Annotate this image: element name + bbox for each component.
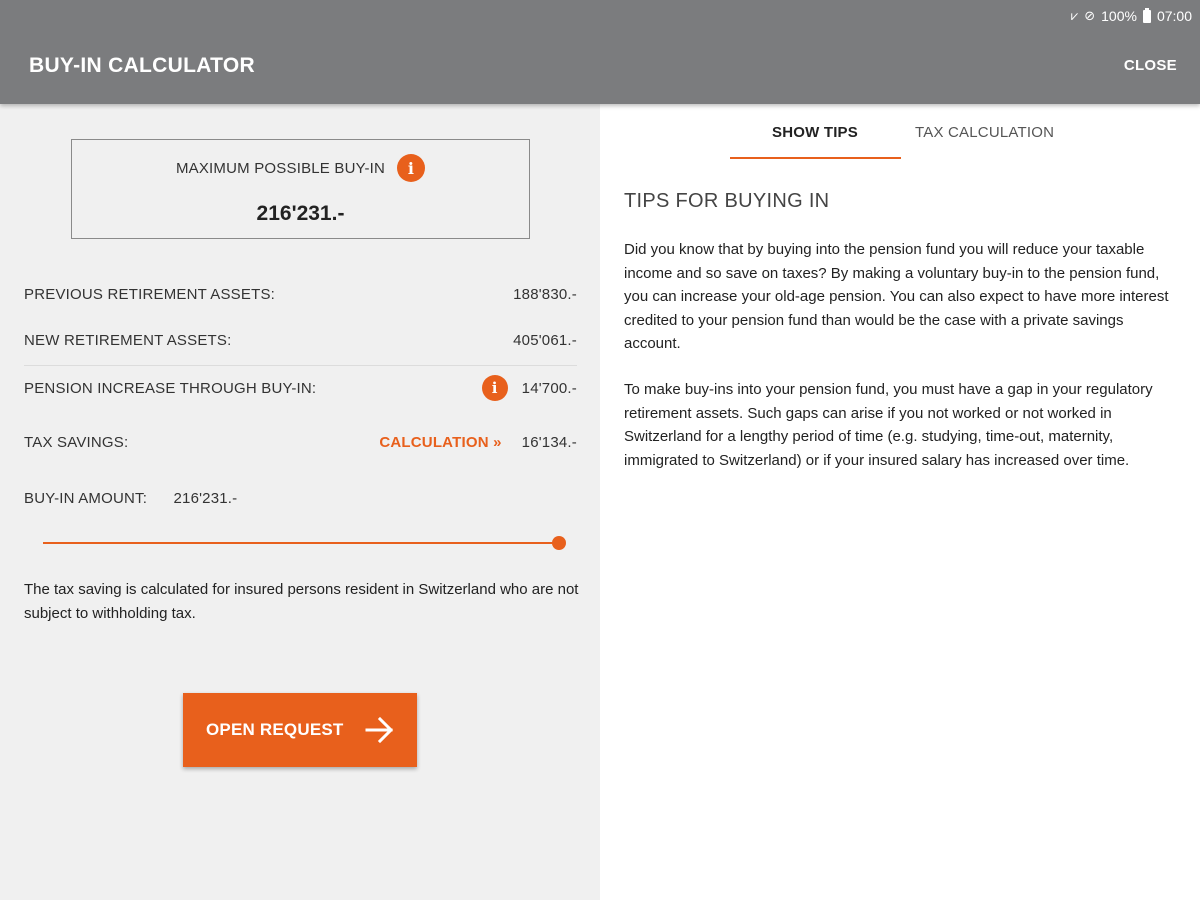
app-title: BUY-IN CALCULATOR <box>29 54 255 77</box>
open-request-button[interactable] <box>183 693 417 767</box>
pension-increase-value: 14'700.- <box>521 379 577 397</box>
do-not-disturb-icon: ⊘ <box>1084 8 1096 23</box>
max-buyin-label: MAXIMUM POSSIBLE BUY-IN <box>175 159 386 177</box>
previous-assets-row <box>24 286 577 303</box>
tips-paragraph-2: To make buy-ins into your pension fund, you must have a gap in your regulatory retirement assets. Such gaps can arise if you not worked or not worked in Switzerland for a lengthy period of time (e.g. studying, time-out, maternity, immigrated to Switzerland) or if your insured salary has increased over time. <box>624 381 1153 469</box>
buyin-slider-thumb[interactable] <box>552 536 566 550</box>
buyin-amount-value: 216'231.- <box>173 490 238 507</box>
pension-info-icon[interactable]: i <box>482 375 508 401</box>
buyin-slider-track[interactable] <box>43 542 559 544</box>
max-buyin-box <box>71 139 530 239</box>
tips-heading: TIPS FOR BUYING IN <box>624 190 830 212</box>
battery-icon <box>1143 10 1151 23</box>
tab-show-tips[interactable]: SHOW TIPS <box>772 124 858 141</box>
calculation-link[interactable]: CALCULATION » <box>379 434 502 451</box>
tips-panel <box>600 104 1200 900</box>
battery-percent: 100% <box>1101 8 1137 24</box>
tax-disclaimer: The tax saving is calculated for insured persons resident in Switzerland who are not subject to withholding tax. <box>24 581 579 622</box>
pension-increase-row <box>24 375 577 401</box>
tax-savings-value: 16'134.- <box>521 434 577 451</box>
new-assets-label: NEW RETIREMENT ASSETS: <box>24 332 232 349</box>
buyin-amount-row <box>24 490 237 507</box>
status-bar <box>1071 6 1192 26</box>
active-tab-indicator <box>730 157 901 159</box>
signal-icon: ⩗ <box>1070 8 1079 23</box>
info-icon[interactable]: i <box>397 154 425 182</box>
pension-increase-label: PENSION INCREASE THROUGH BUY-IN: <box>24 379 317 397</box>
arrow-right-icon <box>365 717 395 743</box>
open-request-label: OPEN REQUEST <box>206 720 344 739</box>
new-assets-row <box>24 332 577 349</box>
buyin-amount-label: BUY-IN AMOUNT: <box>24 490 148 507</box>
previous-assets-value: 188'830.- <box>513 286 577 303</box>
tab-tax-calculation[interactable]: TAX CALCULATION <box>915 124 1055 141</box>
close-button[interactable]: CLOSE <box>1123 57 1177 74</box>
max-buyin-value: 216'231.- <box>256 202 345 225</box>
previous-assets-label: PREVIOUS RETIREMENT ASSETS: <box>24 286 276 303</box>
tax-savings-label: TAX SAVINGS: <box>24 434 129 451</box>
calculator-panel <box>0 104 600 900</box>
new-assets-value: 405'061.- <box>513 332 577 349</box>
divider <box>24 365 577 366</box>
max-buyin-header <box>72 154 529 182</box>
tax-savings-row <box>24 434 577 451</box>
tips-paragraph-1: Did you know that by buying into the pension fund you will reduce your taxable income and so save on taxes? By making a voluntary buy-in to the pension fund, you can increase your old-age pension. You can also expect to have more interest credited to your pension fund than would be the case with a private savings account. <box>624 241 1169 352</box>
app-bar <box>0 0 1200 104</box>
clock: 07:00 <box>1156 8 1192 24</box>
